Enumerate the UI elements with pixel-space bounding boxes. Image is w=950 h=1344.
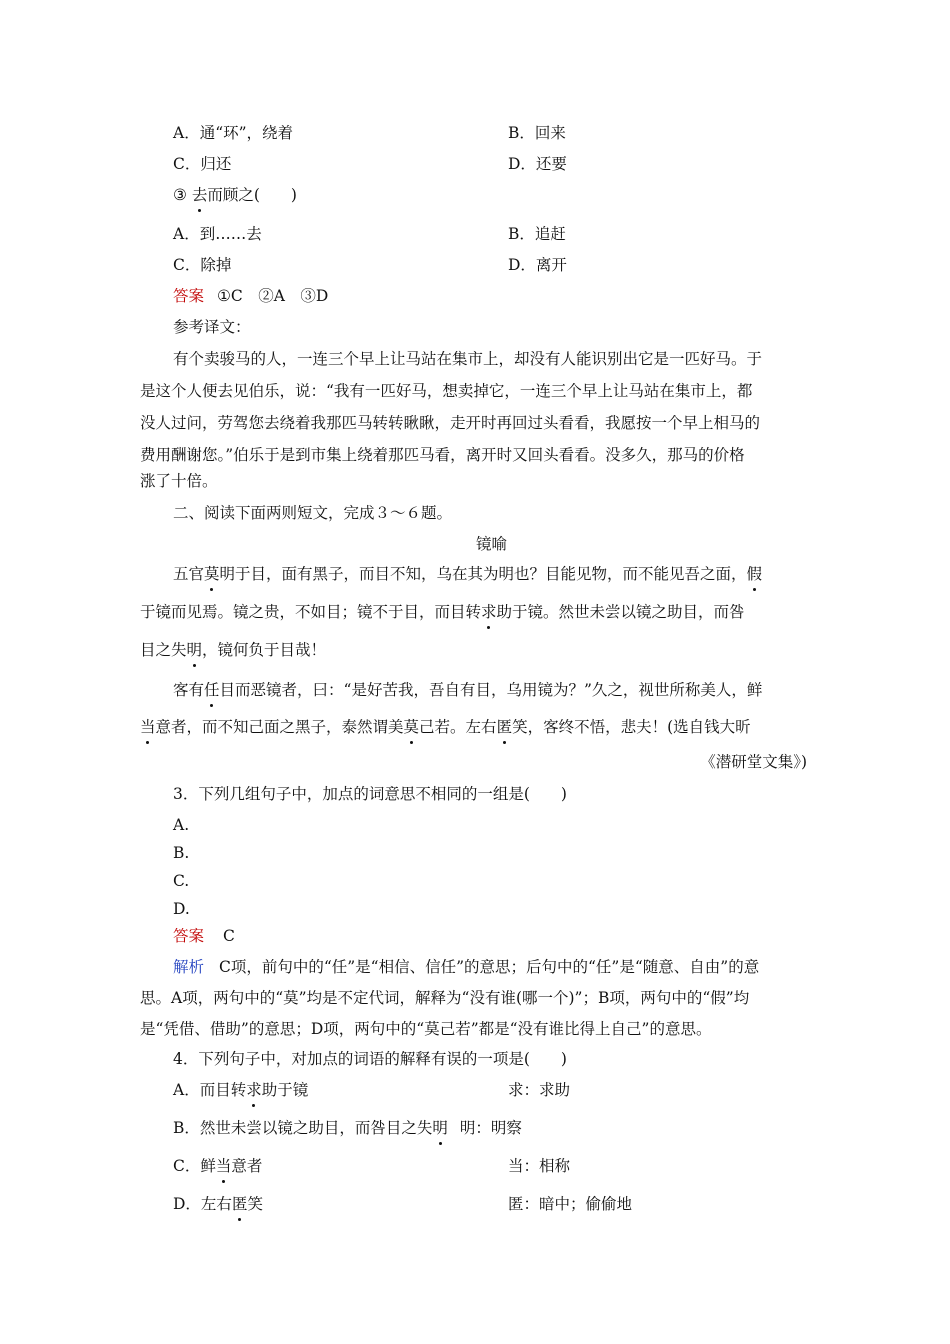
question-stem: 3．下列几组句子中，加点的词意思不相同的一组是( ) xyxy=(173,785,567,803)
answer-text: ①C ②A ③D xyxy=(216,287,329,305)
option-d: D．还要 xyxy=(508,155,567,173)
option-c: C．除掉 xyxy=(173,256,232,274)
option-gloss: 匿：暗中；偷偷地 xyxy=(508,1195,633,1213)
text-span: 五官 xyxy=(173,565,205,583)
option-c: C. xyxy=(173,872,190,890)
dotted-word: 当 xyxy=(215,1157,232,1175)
option-b xyxy=(173,1118,522,1138)
dotted-word: 明 xyxy=(186,641,203,659)
text-span: 意者 xyxy=(231,1157,263,1175)
option-d: D．离开 xyxy=(508,256,567,274)
passage-line xyxy=(140,602,745,622)
text-span: 笑，客终不悟，悲夫！(选自钱大昕 xyxy=(512,718,751,736)
sub-question-3 xyxy=(173,185,297,205)
question-stem: 4．下列句子中，对加点的词语的解释有误的一项是( ) xyxy=(173,1050,567,1068)
option-b: B. xyxy=(173,844,190,862)
text-span: 意者，而不知己面之黑子，泰然谓美 xyxy=(155,718,404,736)
option-d xyxy=(173,1194,263,1214)
option-b: B．追赶 xyxy=(508,225,566,243)
text-span: 己若。左右 xyxy=(419,718,497,736)
dotted-word: 明 xyxy=(432,1119,448,1137)
dotted-word: 求 xyxy=(246,1081,262,1099)
option-gloss: 明：明察 xyxy=(459,1119,522,1137)
answer-label: 答案 xyxy=(173,927,205,945)
text-span: 于目，而目转 xyxy=(388,603,482,621)
sub-question-text: 而顾之( ) xyxy=(207,186,297,204)
text-span: A．而目转 xyxy=(173,1081,247,1099)
answer-line xyxy=(173,926,235,946)
analysis-line: 思。A项，两句中的“莫”均是不定代词，解释为“没有谁(哪一个)”；B项，两句中的“假”均 xyxy=(140,989,750,1007)
passage-line xyxy=(173,564,762,584)
text-span: 笑 xyxy=(247,1195,263,1213)
text-span: D．左右 xyxy=(173,1195,232,1213)
option-a: A．到……去 xyxy=(173,225,262,243)
option-c xyxy=(173,1156,262,1176)
dotted-word: 匿 xyxy=(231,1195,248,1213)
dotted-word: 任 xyxy=(204,681,220,699)
option-gloss: 当：相称 xyxy=(508,1157,571,1175)
dotted-word: 匿 xyxy=(496,718,513,736)
text-span: 明于目，面有黑子，而目不知，乌在其为明也？目能见物，而不能见吾之面， xyxy=(219,565,747,583)
analysis-line: 是“凭借、借助”的意思；D项，两句中的“莫己若”都是“没有谁比得上自己”的意思。 xyxy=(140,1020,712,1038)
text-span: 助于镜 xyxy=(261,1081,309,1099)
option-c: C．归还 xyxy=(173,155,232,173)
text-span: 助于镜。然世未尝以镜之助目，而咎 xyxy=(496,603,745,621)
text-span: 目之失 xyxy=(140,641,187,659)
translation-line: 涨了十倍。 xyxy=(140,472,218,490)
option-d: D. xyxy=(173,900,190,918)
option-gloss: 求：求助 xyxy=(508,1081,571,1099)
translation-label: 参考译文： xyxy=(173,318,251,336)
text-span: 于镜而见焉。镜之贵，不如目；镜不 xyxy=(140,603,389,621)
text-span: C．鲜 xyxy=(173,1157,216,1175)
dotted-word: 莫 xyxy=(403,718,420,736)
dotted-word: 求 xyxy=(481,603,497,621)
option-a: A. xyxy=(173,816,190,834)
answer-text: C xyxy=(222,927,235,945)
analysis-text: C项，前句中的“任”是“相信、信任”的意思；后句中的“任”是“随意、自由”的意 xyxy=(218,958,760,976)
dotted-word: 去 xyxy=(191,186,208,204)
option-a: A．通“环”，绕着 xyxy=(173,124,294,142)
passage-title: 镜喻 xyxy=(475,535,507,553)
analysis-label: 解析 xyxy=(173,958,205,976)
dotted-word: 莫 xyxy=(204,565,220,583)
option-b: B．回来 xyxy=(508,124,566,142)
translation-line: 费用酬谢您。”伯乐于是到市集上绕着那匹马看，离开时又回头看看。没多久，那马的价格 xyxy=(140,446,745,464)
answer-label: 答案 xyxy=(173,287,205,305)
option-a xyxy=(173,1080,308,1100)
passage-source: 《潜研堂文集》) xyxy=(700,753,807,771)
answer-line xyxy=(173,286,328,306)
translation-line: 有个卖骏马的人，一连三个早上让马站在集市上，却没有人能识别出它是一匹好马。于 xyxy=(173,350,763,368)
analysis-line xyxy=(173,957,759,977)
passage-line xyxy=(173,680,762,700)
translation-line: 是这个人便去见伯乐，说：“我有一匹好马，想卖掉它，一连三个早上让马站在集市上，都 xyxy=(140,382,753,400)
passage-line xyxy=(140,640,326,660)
sub-question-number: ③ xyxy=(173,186,187,204)
text-span: 目而恶镜者，曰：“是好苦我，吾自有目，乌用镜为？”久之，视世所称美人，鲜 xyxy=(219,681,763,699)
text-span: B．然世未尝以镜之助目，而咎目之失 xyxy=(173,1119,433,1137)
dotted-word: 假 xyxy=(746,565,763,583)
passage-line xyxy=(140,717,751,737)
section-heading: 二、阅读下面两则短文，完成３～６题。 xyxy=(173,504,453,522)
dotted-word: 当 xyxy=(140,718,156,736)
text-span: ，镜何负于目哉！ xyxy=(202,641,327,659)
translation-line: 没人过问，劳驾您去绕着我那匹马转转瞅瞅，走开时再回过头看看，我愿按一个早上相马的 xyxy=(140,414,761,432)
text-span: 客有 xyxy=(173,681,205,699)
